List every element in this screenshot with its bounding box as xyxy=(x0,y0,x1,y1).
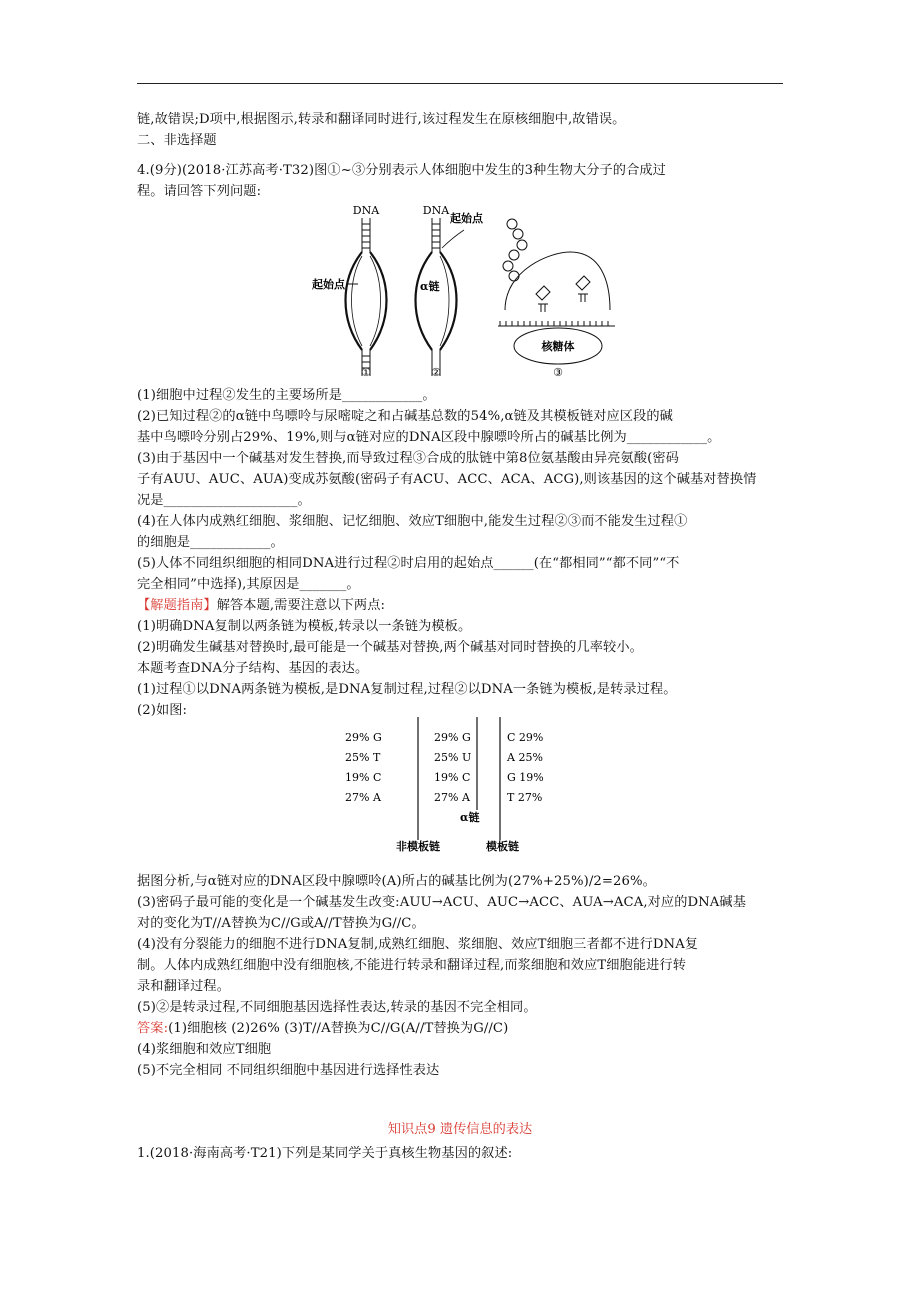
col3-row3: G 19% xyxy=(507,771,544,784)
question-3-cont: 子有AUU、AUC、AUA)变成苏氨酸(密码子有ACU、ACC、ACA、ACG),则该基因的这个碱基对替换情 xyxy=(137,472,757,487)
origin-label-left: 起始点 xyxy=(312,278,345,291)
col3-row1: C 29% xyxy=(507,731,544,744)
analysis-line: 据图分析,与α链对应的DNA区段中腺嘌呤(A)所占的碱基比例为(27%+25%)/2=26%。 xyxy=(137,874,656,889)
col2-row2: 25% U xyxy=(434,751,472,764)
question-4-cont: 的细胞是____________。 xyxy=(137,535,284,550)
question-4-title: 4.(9分)(2018·江苏高考·T32)图①~③分别表示人体细胞中发生的3种生物大分子的合成过 xyxy=(137,163,666,178)
col3-row4: T 27% xyxy=(507,791,543,804)
replication-bubble xyxy=(346,218,387,376)
analysis-line: 制。人体内成熟红细胞中没有细胞核,不能进行转录和翻译过程,而浆细胞和效应T细胞能进行转 xyxy=(137,958,686,973)
question-2-cont: 基中鸟嘌呤分别占29%、19%,则与α链对应的DNA区段中腺嘌呤所占的碱基比例为____________。 xyxy=(137,430,721,445)
col1-row4: 27% A xyxy=(345,791,381,804)
dna-label-2: DNA xyxy=(422,204,450,217)
origin-label-right: 起始点 xyxy=(450,212,483,225)
analysis-line: 对的变化为T//A替换为C//G或A//T替换为G//C。 xyxy=(137,916,425,931)
answer-line: (4)浆细胞和效应T细胞 xyxy=(137,1042,272,1057)
question-3-cont: 况是____________________。 xyxy=(137,493,311,508)
question-5-cont: 完全相同”中选择),其原因是_______。 xyxy=(137,577,360,592)
text-line: (1)过程①以DNA两条链为模板,是DNA复制过程,过程②以DNA一条链为模板,是转录过程。 xyxy=(137,682,677,697)
question-3: (3)由于基因中一个碱基对发生替换,而导致过程③合成的肽链中第8位氨基酸由异亮氨酸(密码 xyxy=(137,451,679,466)
text-line: 本题考查DNA分子结构、基因的表达。 xyxy=(137,661,369,676)
question-4: (4)在人体内成熟红细胞、浆细胞、记忆细胞、效应T细胞中,能发生过程②③而不能发生过程① xyxy=(137,514,688,529)
question-1: (1)细胞中过程②发生的主要场所是____________。 xyxy=(137,388,436,403)
figure-number-2: ② xyxy=(431,366,441,379)
answer-text: (1)细胞核 (2)26% (3)T//A替换为C//G(A//T替换为G//C) xyxy=(168,1021,509,1036)
col2-row4: 27% A xyxy=(434,791,470,804)
question-5: (5)人体不同组织细胞的相同DNA进行过程②时启用的起始点______(在“都相同”“都不同”“不 xyxy=(137,556,680,571)
guide-text: 解答本题,需要注意以下两点: xyxy=(216,598,386,613)
alpha-chain-label: α链 xyxy=(460,811,480,824)
guide-point-2: (2)明确发生碱基对替换时,最可能是一个碱基对替换,两个碱基对同时替换的几率较小。 xyxy=(137,640,643,655)
col2-row1: 29% G xyxy=(434,731,471,744)
figure-number-1: ① xyxy=(361,366,371,379)
guide-line xyxy=(137,596,385,616)
guide-point-1: (1)明确DNA复制以两条链为模板,转录以一条链为模板。 xyxy=(137,619,472,634)
transcription-bubble xyxy=(416,218,465,376)
answer-line xyxy=(137,1019,508,1039)
col1-row2: 25% T xyxy=(345,751,381,764)
nontemplate-label: 非模板链 xyxy=(396,840,440,853)
col1-row3: 19% C xyxy=(345,771,382,784)
template-label: 模板链 xyxy=(486,840,519,853)
section-heading: 二、非选择题 xyxy=(137,133,217,148)
col1-row1: 29% G xyxy=(345,731,382,744)
process-diagram xyxy=(300,200,620,380)
analysis-line: (4)没有分裂能力的细胞不进行DNA复制,成熟红细胞、浆细胞、效应T细胞三者都不进行DNA复 xyxy=(137,937,699,952)
col3-row2: A 25% xyxy=(507,751,543,764)
base-ratio-diagram xyxy=(340,715,580,860)
alpha-chain-label: α链 xyxy=(420,280,440,293)
text-line: 链,故错误;D项中,根据图示,转录和翻译同时进行,该过程发生在原核细胞中,故错误。 xyxy=(137,112,626,127)
header-rule xyxy=(137,83,783,84)
question-2: (2)已知过程②的α链中鸟嘌呤与尿嘧啶之和占碱基总数的54%,α链及其模板链对应区段的碱 xyxy=(137,409,673,424)
answer-line: (5)不完全相同 不同组织细胞中基因进行选择性表达 xyxy=(137,1063,440,1078)
guide-tag: 【解题指南】 xyxy=(137,598,217,613)
figure-number-3: ③ xyxy=(553,366,563,379)
answer-tag: 答案: xyxy=(137,1021,169,1036)
dna-label-1: DNA xyxy=(352,204,380,217)
analysis-line: 录和翻译过程。 xyxy=(137,979,231,994)
ribosome-label: 核糖体 xyxy=(541,340,575,353)
next-question: 1.(2018·海南高考·T21)下列是某同学关于真核生物基因的叙述: xyxy=(137,1146,513,1161)
col2-row3: 19% C xyxy=(434,771,471,784)
text-line: (2)如图: xyxy=(137,703,188,718)
text-line: 程。请回答下列问题: xyxy=(137,184,262,199)
section-title: 知识点9 遗传信息的表达 xyxy=(387,1122,533,1137)
analysis-line: (5)②是转录过程,不同细胞基因选择性表达,转录的基因不完全相同。 xyxy=(137,1000,537,1015)
analysis-line: (3)密码子最可能的变化是一个碱基发生改变:AUU→ACU、AUC→ACC、AUA→ACA,对应的DNA碱基 xyxy=(137,895,746,910)
